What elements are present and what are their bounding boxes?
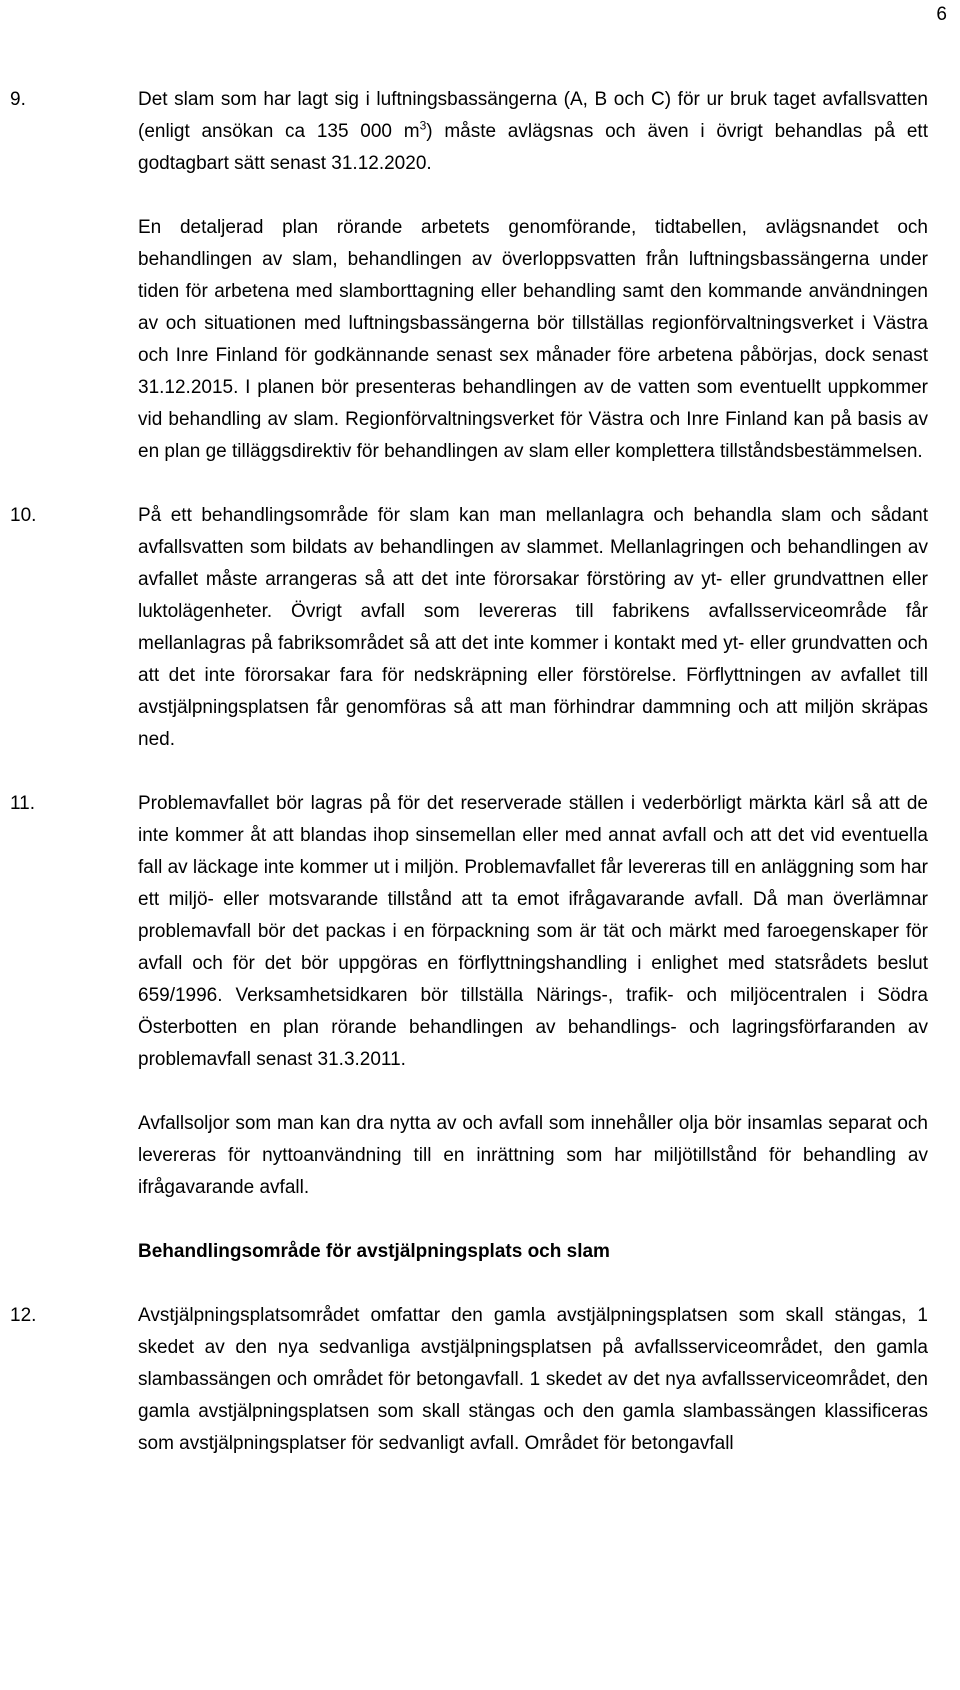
- section-9: [0, 84, 960, 468]
- paragraph: På ett behandlingsområde för slam kan man mellanlagra och behandla slam och sådant avfallsvatten som bildats av behandlingen av slammet. Mellanlagringen och behandlingen av avfallet måste arrangeras så att det inte förorsakar förstöring av yt- eller grundvattnen eller luktolägenheter. Övrigt avfall som levereras till fabrikens avfallsserviceområde får mellanlagras på fabriksområdet så att det inte kommer i kontakt med yt- eller grundvatten och att det inte förorsakar fara för nedskräpning eller förstörelse. Förflyttningen av avfallet till avstjälpningsplatsen får genomföras så att man förhindrar dammning och att miljön skräpas ned.: [138, 505, 928, 750]
- section-10: [0, 500, 960, 756]
- paragraph: Avfallsoljor som man kan dra nytta av och avfall som innehåller olja bör insamlas separat och levereras för nyttoanvändning till en inrättning som har miljötillstånd för behandling av ifrågavarande avfall.: [138, 1113, 928, 1198]
- section-number: 10.: [10, 505, 37, 526]
- paragraph-text: Det slam som har lagt sig i luftningsbassängerna (A, B och C) för ur bruk taget avfallsvatten (enligt ansökan ca 135 000 m: [138, 89, 928, 142]
- paragraph: Problemavfallet bör lagras på för det reserverade ställen i vederbörligt märkta kärl så att de inte kommer åt att blandas ihop sinsemellan eller med annat avfall och att det vid eventuella fall av läckage inte kommer ut i miljön. Problemavfallet får levereras till en anläggning som har ett miljö- eller motsvarande tillstånd att ta emot ifrågavarande avfall. Då man överlämnar problemavfall bör det packas i en förpackning som är tät och märkt med faroegenskaper för avfall och för det bör uppgöras en förflyttningshandling i enlighet med statsrådets beslut 659/1996. Verksamhetsidkaren bör tillställa Närings-, trafik- och miljöcentralen i Södra Österbotten en plan rörande behandlingen av behandlings- och lagringsförfaranden av problemavfall senast 31.3.2011.: [138, 793, 928, 1070]
- section-number: 9.: [10, 89, 26, 110]
- paragraph: En detaljerad plan rörande arbetets genomförande, tidtabellen, avlägsnandet och behandlingen av slam, behandlingen av överloppsvatten från luftningsbassängerna under tiden för arbetena med slamborttagning eller behandling samt den kommande användningen av och situationen med luftningsbassängerna bör tillställas regionförvaltningsverket i Västra och Inre Finland för godkännande senast sex månader före arbetena påbörjas, dock senast 31.12.2015. I planen bör presenteras behandlingen av de vatten som eventuellt uppkommer vid behandling av slam. Regionförvaltningsverket för Västra och Inre Finland kan på basis av en plan ge tilläggsdirektiv för behandlingen av slam eller komplettera tillståndsbestämmelsen.: [138, 217, 928, 462]
- section-heading: Behandlingsområde för avstjälpningsplats och slam: [138, 1241, 610, 1262]
- section-number: 11.: [10, 793, 36, 814]
- document-body: [0, 84, 960, 1460]
- page-number: 6: [936, 4, 947, 25]
- paragraph-text: ) måste avlägsnas och även i övrigt behandlas på ett godtagbart sätt senast 31.12.2020.: [138, 121, 928, 174]
- section-11: [0, 788, 960, 1204]
- section-12: [0, 1300, 960, 1460]
- paragraph: [138, 84, 928, 180]
- section-heading-block: [0, 1236, 960, 1268]
- paragraph: Avstjälpningsplatsområdet omfattar den gamla avstjälpningsplatsen som skall stängas, 1 skedet av den nya sedvanliga avstjälpningsplatsen på avfallsserviceområdet, den gamla slambassängen och området för betongavfall. 1 skedet av det nya avfallsserviceområdet, den gamla avstjälpningsplatsen som skall stängas och den gamla slambassängen klassificeras som avstjälpningsplatser för sedvanligt avfall. Området för betongavfall: [138, 1305, 928, 1454]
- superscript: 3: [419, 118, 427, 133]
- section-number: 12.: [10, 1305, 37, 1326]
